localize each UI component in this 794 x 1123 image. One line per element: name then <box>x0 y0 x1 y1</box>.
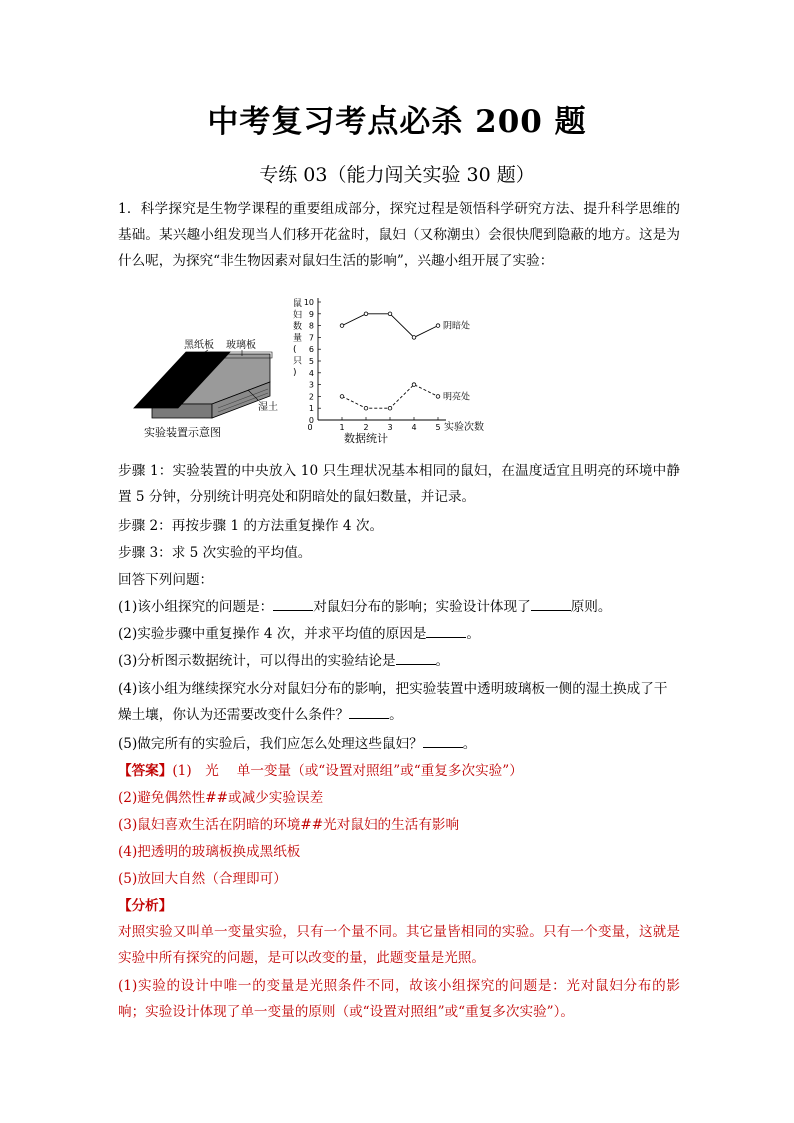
apparatus-caption: 实验装置示意图 <box>144 426 221 439</box>
x-tick-label: 1 <box>339 423 345 432</box>
question-4-text: (4)该小组为继续探究水分对鼠妇分布的影响，把实验装置中透明玻璃板一侧的湿土换成了干燥土壤，你认为还需要改变什么条件？ <box>118 681 668 723</box>
y-tick-label: 8 <box>308 321 314 331</box>
y-axis-label <box>293 297 302 378</box>
y-tick-label: 4 <box>308 368 314 378</box>
question-4 <box>118 676 680 728</box>
x-axis-label: 实验次数 <box>444 422 484 433</box>
step-2: 步骤 2：再按步骤 1 的方法重复操作 4 次。 <box>118 518 384 534</box>
analysis-label: 【分析】 <box>118 898 173 914</box>
question-2 <box>118 622 688 642</box>
answer-label: 【答案】 <box>118 763 173 779</box>
y-tick-label: 2 <box>308 392 314 402</box>
y-tick-label: 3 <box>308 380 314 390</box>
series-line-1 <box>342 314 438 338</box>
y-axis-label-char: 量 <box>293 333 303 344</box>
question-intro: 1．科学探究是生物学课程的重要组成部分，探究过程是领悟科学研究方法、提升科学思维的基础。某兴趣小组发现当人们移开花盆时，鼠妇（又称潮虫）会很快爬到隐蔽的地方。这是为什么呢，为探究“非生物因素对鼠妇生活的影响”，兴趣小组开展了实验： <box>118 201 680 269</box>
label-wet-soil: 湿土 <box>258 402 278 413</box>
y-tick-label: 6 <box>308 345 314 355</box>
x-tick-label: 2 <box>363 423 369 432</box>
question-1-part-b: 对鼠妇分布的影响；实验设计体现了 <box>313 599 531 615</box>
answer-blank[interactable] <box>349 706 389 719</box>
y-axis-label-char: 妇 <box>293 310 303 321</box>
x-tick-label: 5 <box>435 423 441 432</box>
answer-blank[interactable] <box>531 598 571 611</box>
answer-4: (4)把透明的玻璃板换成黑纸板 <box>118 844 301 860</box>
experiment-figure <box>130 290 510 450</box>
data-point <box>436 324 440 328</box>
line-chart <box>293 297 484 445</box>
y-tick-label: 0 <box>308 416 314 425</box>
y-tick-label: 7 <box>308 333 314 343</box>
answer-3: (3)鼠妇喜欢生活在阴暗的环境##光对鼠妇的生活有影响 <box>118 817 460 833</box>
y-axis-label-char: 鼠 <box>293 299 303 309</box>
data-point <box>436 395 440 399</box>
answer-blank[interactable] <box>396 652 436 665</box>
y-tick-label: 5 <box>308 357 314 366</box>
answer-5: (5)放回大自然（合理即可） <box>118 871 287 887</box>
y-axis-label-char: 只 <box>293 356 303 367</box>
analysis-paragraph-1: 对照实验又叫单一变量实验，只有一个量不同。其它量皆相同的实验。只有一个变量，这就是实验中所有探究的问题，是可以改变的量，此题变量是光照。 <box>118 924 680 966</box>
data-point <box>388 312 392 316</box>
question-1-part-c: 原则。 <box>570 599 612 615</box>
x-tick-label: 3 <box>387 423 393 432</box>
data-point <box>412 336 416 340</box>
analysis-paragraph-2: (1)实验的设计中唯一的变量是光照条件不同，故该小组探究的问题是：光对鼠妇分布的影响；实验设计体现了单一变量的原则（或“设置对照组”或“重复多次实验”）。 <box>118 978 680 1020</box>
series-label: 明亮处 <box>443 392 471 403</box>
answer-prompt: 回答下列问题： <box>118 572 214 588</box>
data-point <box>340 324 344 328</box>
data-point <box>388 406 392 410</box>
series-line-2 <box>342 385 438 409</box>
question-3-end: 。 <box>435 653 450 669</box>
apparatus-diagram <box>134 338 278 439</box>
y-axis-label-char: ( <box>293 345 297 355</box>
data-point <box>364 312 368 316</box>
step-1-line-a <box>118 458 688 510</box>
question-5-end: 。 <box>462 736 477 752</box>
label-black-board: 黑纸板 <box>184 340 214 351</box>
page-title: 中考复习考点必杀 200 题 <box>207 104 587 140</box>
answer-blank[interactable] <box>426 625 466 638</box>
question-2-text: (2)实验步骤中重复操作 4 次，并求平均值的原因是 <box>118 626 427 642</box>
data-point <box>340 395 344 399</box>
y-tick-label: 10 <box>303 298 314 307</box>
y-tick-label: 9 <box>308 309 314 319</box>
question-1 <box>118 595 688 615</box>
question-3 <box>118 649 688 669</box>
question-4-end: 。 <box>389 707 403 723</box>
question-1-part-a: (1)该小组探究的问题是： <box>118 599 274 615</box>
step-3: 步骤 3：求 5 次实验的平均值。 <box>118 545 312 561</box>
data-point <box>412 383 416 387</box>
answer-blank[interactable] <box>273 598 313 611</box>
y-tick-label: 1 <box>308 404 314 414</box>
data-point <box>364 406 368 410</box>
answer-1 <box>118 759 688 779</box>
y-axis-label-char: ) <box>293 368 297 378</box>
answer-blank[interactable] <box>423 735 463 748</box>
x-tick-label: 4 <box>411 423 417 432</box>
answer-1-text: (1) 光 单一变量（或“设置对照组”或“重复多次实验”） <box>172 763 523 779</box>
question-5 <box>118 732 688 752</box>
answer-2: (2)避免偶然性##或减少实验误差 <box>118 790 324 806</box>
chart-caption: 数据统计 <box>344 432 388 445</box>
page-subtitle: 专练 03（能力闯关实验 30 题） <box>259 164 535 186</box>
label-glass-plate: 玻璃板 <box>226 340 256 351</box>
question-3-text: (3)分析图示数据统计，可以得出的实验结论是 <box>118 653 396 669</box>
question-5-text: (5)做完所有的实验后，我们应怎么处理这些鼠妇？ <box>118 736 423 752</box>
series-label: 阴暗处 <box>443 321 471 332</box>
x-tick-label: 0 <box>307 423 313 432</box>
step-1: 步骤 1：实验装置的中央放入 10 只生理状况基本相同的鼠妇，在温度适宜且明亮的环境中静置 5 分钟，分别统计明亮处和阴暗处的鼠妇数量，并记录。 <box>118 463 680 505</box>
y-axis-label-char: 数 <box>293 322 303 332</box>
question-2-end: 。 <box>466 626 481 642</box>
